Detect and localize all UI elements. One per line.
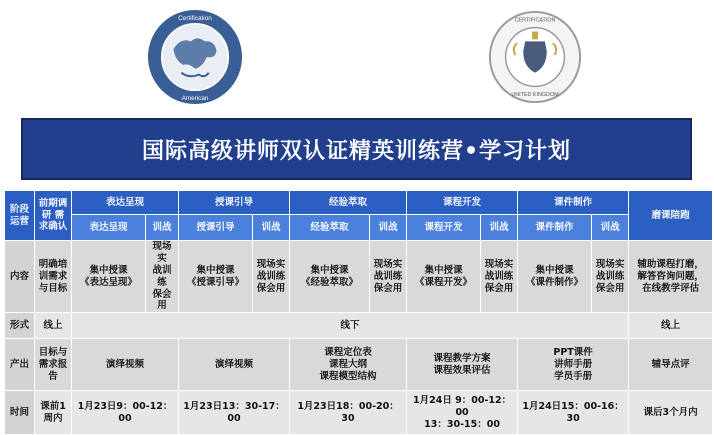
content-cell: 集中授课 《课程开发》 bbox=[407, 241, 481, 313]
aci-seal-logo bbox=[146, 8, 244, 106]
form-pre-cell: 线上 bbox=[35, 313, 72, 339]
time-cell: 1月24日15：00-16：30 bbox=[518, 391, 629, 435]
svg-text:American: American bbox=[181, 95, 209, 103]
form-row bbox=[5, 313, 713, 339]
row-label: 内容 bbox=[5, 241, 35, 313]
content-cell: 现场实 战训练 保会用 bbox=[592, 241, 629, 313]
coaching-header: 磨课陪跑 bbox=[629, 191, 713, 241]
header-row-2 bbox=[5, 215, 713, 241]
page-title: 国际高级讲师双认证精英训练营•学习计划 bbox=[21, 118, 692, 180]
pre-confirm-header: 前期调 研 需 求确认 bbox=[35, 191, 72, 241]
header-row-1 bbox=[5, 191, 713, 215]
output-coaching-cell: 辅导点评 bbox=[629, 339, 713, 391]
output-cell: 课程定位表 课程大纲 课程模型结构 bbox=[290, 339, 407, 391]
time-cell: 1月23日9：00-12：00 bbox=[72, 391, 179, 435]
svg-text:UNITED KINGDOM: UNITED KINGDOM bbox=[511, 92, 559, 99]
row-label: 形式 bbox=[5, 313, 35, 339]
module-header: 表达呈现 bbox=[72, 191, 179, 215]
time-coaching-cell: 课后3个月内 bbox=[629, 391, 713, 435]
sub-header: 训战 bbox=[146, 215, 179, 241]
output-cell: 演绎视频 bbox=[179, 339, 290, 391]
content-cell: 集中授课 《授课引导》 bbox=[179, 241, 253, 313]
ukca-seal-logo bbox=[486, 8, 584, 106]
svg-text:Certification: Certification bbox=[178, 14, 212, 22]
content-cell: 现场实 战训练 保会用 bbox=[481, 241, 518, 313]
stage-header: 阶段 运营 bbox=[5, 191, 35, 241]
sub-header: 训战 bbox=[481, 215, 518, 241]
row-label: 时间 bbox=[5, 391, 35, 435]
content-cell: 现场实 战训练 保会用 bbox=[253, 241, 290, 313]
output-cell: 课程教学方案 课程效果评估 bbox=[407, 339, 518, 391]
sub-header: 经验萃取 bbox=[290, 215, 370, 241]
content-coaching-cell: 辅助课程打磨， 解答咨询问题， 在线教学评估 bbox=[629, 241, 713, 313]
output-cell: PPT课件 讲师手册 学员手册 bbox=[518, 339, 629, 391]
sub-header: 训战 bbox=[592, 215, 629, 241]
module-header: 经验萃取 bbox=[290, 191, 407, 215]
form-mid-cell: 线下 bbox=[72, 313, 629, 339]
aci-logo-block bbox=[115, 8, 275, 136]
svg-text:CERTIFICATION: CERTIFICATION bbox=[514, 17, 556, 24]
content-cell: 集中授课 《课件制作》 bbox=[518, 241, 592, 313]
output-pre-cell: 目标与 需求报 告 bbox=[35, 339, 72, 391]
content-row bbox=[5, 241, 713, 313]
study-plan-table bbox=[4, 190, 713, 435]
row-label: 产出 bbox=[5, 339, 35, 391]
content-cell: 现场实 战训练 保会用 bbox=[146, 241, 179, 313]
sub-header: 授课引导 bbox=[179, 215, 253, 241]
time-cell: 1月23日18：00-20：30 bbox=[290, 391, 407, 435]
module-header: 课程开发 bbox=[407, 191, 518, 215]
form-post-cell: 线上 bbox=[629, 313, 713, 339]
sub-header: 表达呈现 bbox=[72, 215, 146, 241]
content-pre-cell: 明确培 训需求 与目标 bbox=[35, 241, 72, 313]
sub-header: 课程开发 bbox=[407, 215, 481, 241]
content-cell: 现场实 战训练 保会用 bbox=[370, 241, 407, 313]
ukca-logo-block bbox=[455, 8, 615, 136]
output-row bbox=[5, 339, 713, 391]
time-cell: 1月24日 9：00-12：00 13：30-15：00 bbox=[407, 391, 518, 435]
time-pre-cell: 课前1 周内 bbox=[35, 391, 72, 435]
time-row bbox=[5, 391, 713, 435]
sub-header: 训战 bbox=[253, 215, 290, 241]
sub-header: 课件制作 bbox=[518, 215, 592, 241]
sub-header: 训战 bbox=[370, 215, 407, 241]
content-cell: 集中授课 《表达呈现》 bbox=[72, 241, 146, 313]
time-cell: 1月23日13：30-17：00 bbox=[179, 391, 290, 435]
output-cell: 演绎视频 bbox=[72, 339, 179, 391]
module-header: 课件制作 bbox=[518, 191, 629, 215]
content-cell: 集中授课 《经验萃取》 bbox=[290, 241, 370, 313]
module-header: 授课引导 bbox=[179, 191, 290, 215]
